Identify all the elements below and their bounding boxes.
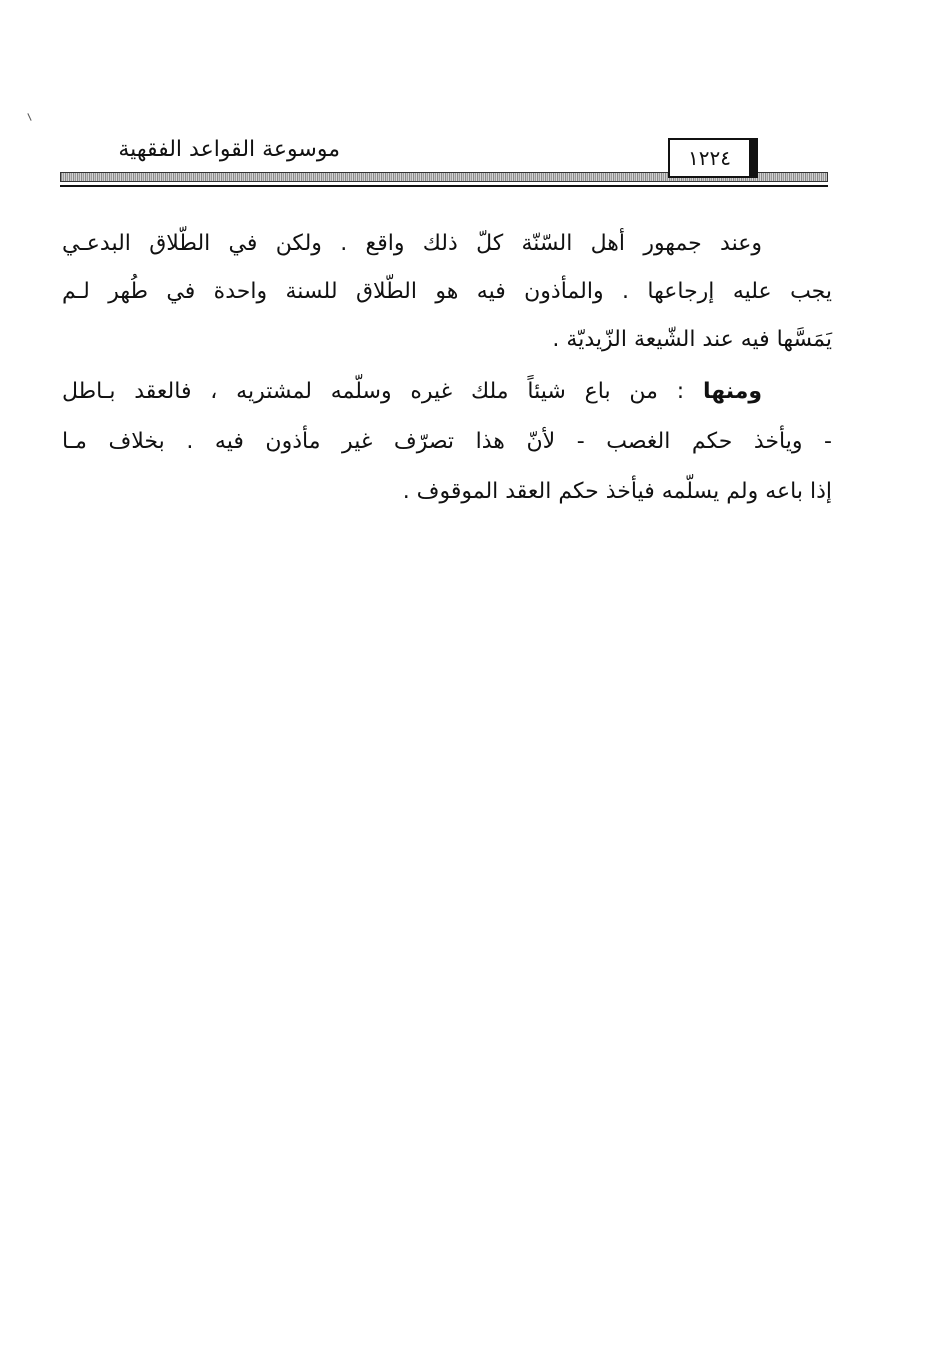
paragraph-2-line-3: إذا باعه ولم يسلّمه فيأخذ حكم العقد الموقوف . (402, 479, 832, 504)
header-rule (60, 185, 828, 187)
paragraph-1 (62, 222, 832, 362)
paragraph-2-lead: ومنها (702, 379, 762, 404)
page-number-box (668, 138, 758, 178)
paragraph-1-line-2: يجب عليه إرجاعها . والمأذون فيه هو الطّلاق للسنة واحدة في طُهر لـم (62, 279, 832, 304)
paragraph-2-line-1 (62, 370, 762, 414)
paragraph-2-line-2: - ويأخذ حكم الغصب - لأنّ هذا تصرّف غير مأذون فيه . بخلاف مـا (62, 429, 832, 454)
paragraph-2-line-1-text: : من باع شيئاً ملك غيره وسلّمه لمشتريه ، فالعقد بـاطل (62, 379, 685, 404)
paragraph-1-line-1: وعند جمهور أهل السّنّة كلّ ذلك واقع . ولكن في الطّلاق البدعـي (62, 231, 762, 256)
paragraph-2 (62, 370, 832, 514)
page-number: ١٢٢٤ (688, 146, 731, 170)
paragraph-1-line-3: يَمَسَّها فيه عند الشّيعة الزّيديّة . (552, 327, 832, 352)
running-header-title: موسوعة القواعد الفقهية (118, 137, 340, 162)
scan-mark (27, 113, 31, 121)
